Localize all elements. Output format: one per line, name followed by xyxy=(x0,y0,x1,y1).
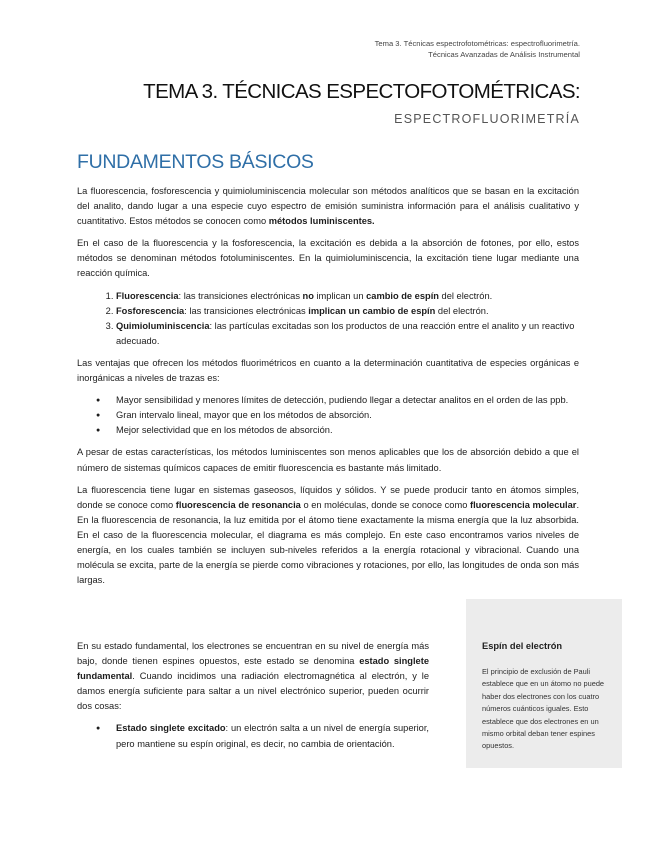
paragraph-fluorescence-types: La fluorescencia tiene lugar en sistemas gaseosos, líquidos y sólidos. Y se puede producir tanto en átomos simples, donde se conoce como fluorescencia de resonancia o en moléculas, donde se conoce como fluorescencia molecular. En la fluorescencia de resonancia, la luz emitida por el átomo tiene exactamente la misma energía que la luz absorbida. En el caso de la fluorescencia molecular, el diagrama es más complejo. En este caso encontramos varios niveles de energía, en los cuales también se incluyen sub-niveles referidos a la energía rotacional y vibracional. Cuando una molécula se excita, parte de la energía se pierde como vibraciones y rotaciones, por ello, las longitudes de onda son más largas. xyxy=(77,484,580,586)
list-item: ● Mejor selectividad que en los métodos de absorción. xyxy=(116,423,579,438)
section-heading: FUNDAMENTOS BÁSICOS xyxy=(77,151,314,173)
narrow-content xyxy=(77,639,429,752)
sidebar-box xyxy=(466,599,622,768)
list-item: ● Gran intervalo lineal, mayor que en los métodos de absorción. xyxy=(116,408,579,423)
list-item: 2. Fosforescencia: las transiciones electrónicas implican un cambio de espín del electrón. xyxy=(116,304,579,319)
states-list xyxy=(77,721,429,751)
list-item: ● Estado singlete excitado: un electrón salta a un nivel de energía superior, pero mantiene su espín original, es decir, no cambia de orientación. xyxy=(116,721,429,751)
page-title: TEMA 3. TÉCNICAS ESPECTOFOTOMÉTRICAS: xyxy=(143,80,580,103)
list-item: ● Mayor sensibilidad y menores límites de detección, pudiendo llegar a detectar analitos en el orden de las ppb. xyxy=(116,393,579,408)
paragraph-advantages-intro: Las ventajas que ofrecen los métodos fluorimétricos en cuanto a la determinación cuantitativa de especies orgánicas e inorgánicas a niveles de trazas es: xyxy=(77,357,579,384)
sidebar-body: El principio de exclusión de Pauli establece que en un átomo no puede haber dos electrones con los cuatro números cuánticos iguales. Esto establece que dos electrones en un mismo orbital deban tener espines opuestos. xyxy=(482,667,605,751)
main-content xyxy=(77,184,579,595)
paragraph-intro: La fluorescencia, fosforescencia y quimioluminiscencia molecular son métodos analíticos que se basan en la excitación del analito, dando lugar a una especie cuyo espectro de emisión suministra información para el análisis cualitativo y cuantitativo. Estos métodos se conocen como métodos luminiscentes. xyxy=(77,186,579,227)
page-subtitle: ESPECTROFLUORIMETRÍA xyxy=(394,112,580,126)
sidebar-title: Espín del electrón xyxy=(482,641,563,651)
paragraph-ground-state: En su estado fundamental, los electrones se encuentran en su nivel de energía más bajo, donde tienen espines opuestos, este estado se denomina estado singlete fundamental. Cuando incidimos una radiación electromagnética al electrón, y le damos energía suficiente para saltar a un nivel electrónico superior, pueden ocurrir dos cosas: xyxy=(77,641,429,712)
paragraph-photoluminescence: En el caso de la fluorescencia y la fosforescencia, la excitación es debida a la absorción de fotones, por ello, estos métodos se denominan métodos fotoluminiscentes. En la quimioluminiscencia, la excitación tiene lugar mediante una reacción química. xyxy=(77,238,579,279)
bold-term: métodos luminiscentes. xyxy=(268,216,375,227)
running-header xyxy=(375,38,580,60)
numbered-list xyxy=(77,289,579,349)
list-item: 1. Fluorescencia: las transiciones electrónicas no implican un cambio de espín del electrón. xyxy=(116,289,579,304)
running-header-line-2: Técnicas Avanzadas de Análisis Instrumental xyxy=(428,50,580,59)
running-header-line-1: Tema 3. Técnicas espectrofotométricas: espectrofluorimetría. xyxy=(374,39,580,48)
advantages-list xyxy=(77,393,579,438)
list-item: 3. Quimioluminiscencia: las partículas excitadas son los productos de una reacción entre el analito y un reactivo adecuado. xyxy=(116,319,579,349)
paragraph-limitations: A pesar de estas características, los métodos luminiscentes son menos aplicables que los de absorción debido a que el número de sistemas químicos capaces de emitir fluorescencia es bastante más limitado. xyxy=(77,447,579,473)
